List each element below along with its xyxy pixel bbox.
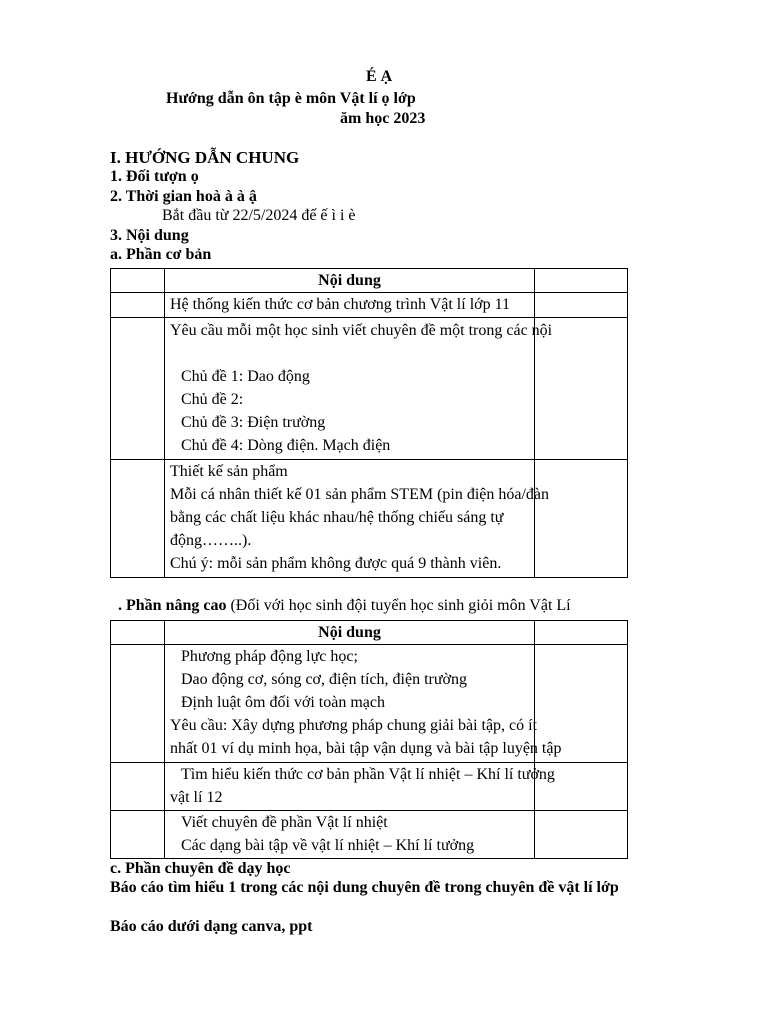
- doc-title-line3: ăm học 2023: [340, 110, 426, 127]
- part-a-heading: a. Phần cơ bản: [110, 246, 212, 263]
- part-c-heading: c. Phần chuyên đề dạy học: [110, 860, 291, 877]
- table-header-content: Nội dung: [165, 621, 535, 645]
- table-header-content: Nội dung: [165, 269, 535, 293]
- table-cell-content: Yêu cầu mỗi một học sinh viết chuyên đề một trong các nội Chủ đề 1: Dao động Chủ đề 2: Chủ đề 3: Điện trường Chủ đề 4: Dòng điện. Mạch điện: [165, 318, 535, 460]
- table-cell-content: Phương pháp động lực học; Dao động cơ, sóng cơ, điện tích, điện trường Định luật ôm đối với toàn mạch Yêu cầu: Xây dựng phương pháp chung giải bài tập, có ít nhất 01 ví dụ minh họa, bài tập vận dụng và bài tập luyện tập: [165, 645, 535, 763]
- start-date-text: Bắt đầu từ 22/5/2024 đế ế ì i è: [162, 207, 356, 224]
- table-row: [111, 293, 628, 318]
- table-cell-content: Thiết kế sản phẩm Mỗi cá nhân thiết kế 01 sản phẩm STEM (pin điện hóa/đàn bằng các chất liệu khác nhau/hệ thống chiếu sáng tự động……..). Chú ý: mỗi sản phẩm không được quá 9 thành viên.: [165, 460, 535, 578]
- table-row: [111, 645, 628, 763]
- table-header-row: [111, 269, 628, 293]
- table-row: [111, 811, 628, 859]
- part-b-heading: . Phần nâng cao (Đối với học sinh đội tuyển học sinh giỏi môn Vật Lí: [118, 597, 571, 614]
- table-header-row: [111, 621, 628, 645]
- table-cell-content: Hệ thống kiến thức cơ bản chương trình Vật lí lớp 11: [165, 293, 535, 318]
- table-row: [111, 460, 628, 578]
- item-target: 1. Đối tượn ọ: [110, 168, 199, 185]
- part-c-line1: Báo cáo tìm hiểu 1 trong các nội dung chuyên đề trong chuyên đề vật lí lớp: [110, 879, 619, 896]
- doc-title-line2: Hướng dẫn ôn tập è môn Vật lí ọ lớp: [166, 90, 416, 107]
- table-row: [111, 318, 628, 460]
- part-c-line2: Báo cáo dưới dạng canva, ppt: [110, 918, 313, 935]
- table-cell-content: Viết chuyên đề phần Vật lí nhiệt Các dạng bài tập về vật lí nhiệt – Khí lí tưởng: [165, 811, 535, 859]
- table-row: [111, 763, 628, 811]
- section-heading: I. HƯỚNG DẪN CHUNG: [110, 148, 300, 167]
- table-cell-content: Tìm hiểu kiến thức cơ bản phần Vật lí nhiệt – Khí lí tưởng vật lí 12: [165, 763, 535, 811]
- doc-title-line1: É Ạ: [366, 68, 393, 85]
- item-time: 2. Thời gian hoà à à ậ: [110, 188, 257, 205]
- table-basic: [110, 268, 628, 578]
- table-advanced: [110, 620, 628, 859]
- item-content: 3. Nội dung: [110, 227, 189, 244]
